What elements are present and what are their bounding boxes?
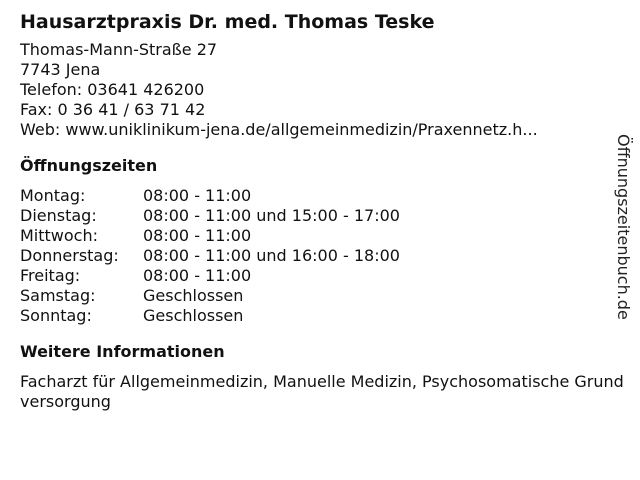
day-label: Donnerstag:	[20, 246, 119, 265]
day-label: Montag:	[20, 186, 86, 205]
time-value: 08:00 - 11:00	[143, 266, 252, 285]
phone-number: Telefon: 03641 426200	[20, 80, 205, 99]
day-label: Samstag:	[20, 286, 96, 305]
street-address: Thomas-Mann-Straße 27	[20, 40, 218, 59]
time-value: 08:00 - 11:00	[143, 186, 252, 205]
city: 7743 Jena	[20, 60, 101, 79]
hours-row	[20, 306, 620, 326]
fax-number: Fax: 0 36 41 / 63 71 42	[20, 100, 206, 119]
opening-hours-heading: Öffnungszeiten	[20, 156, 158, 175]
further-info-heading: Weitere Informationen	[20, 342, 225, 361]
day-label: Mittwoch:	[20, 226, 98, 245]
time-value: Geschlossen	[143, 306, 244, 325]
hours-row	[20, 226, 620, 246]
day-label: Sonntag:	[20, 306, 92, 325]
hours-row	[20, 266, 620, 286]
hours-row	[20, 246, 620, 266]
time-value: 08:00 - 11:00	[143, 226, 252, 245]
further-info-text: Facharzt für Allgemeinmedizin, Manuelle Medizin, Psychosomatische Grundversorgung	[20, 372, 624, 411]
hours-row	[20, 186, 620, 206]
time-value: 08:00 - 11:00 und 15:00 - 17:00	[143, 206, 400, 225]
address-block	[20, 40, 620, 140]
hours-row	[20, 286, 620, 306]
day-label: Freitag:	[20, 266, 81, 285]
watermark-text: Öffnungszeitenbuch.de	[614, 134, 633, 320]
time-value: 08:00 - 11:00 und 16:00 - 18:00	[143, 246, 400, 265]
website-link[interactable]: Web: www.uniklinikum-jena.de/allgemeinmedizin/Praxennetz.h...	[20, 120, 538, 139]
day-label: Dienstag:	[20, 206, 97, 225]
hours-row	[20, 206, 620, 226]
opening-hours-table	[20, 186, 620, 326]
practice-title: Hausarztpraxis Dr. med. Thomas Teske	[20, 11, 435, 33]
time-value: Geschlossen	[143, 286, 244, 305]
